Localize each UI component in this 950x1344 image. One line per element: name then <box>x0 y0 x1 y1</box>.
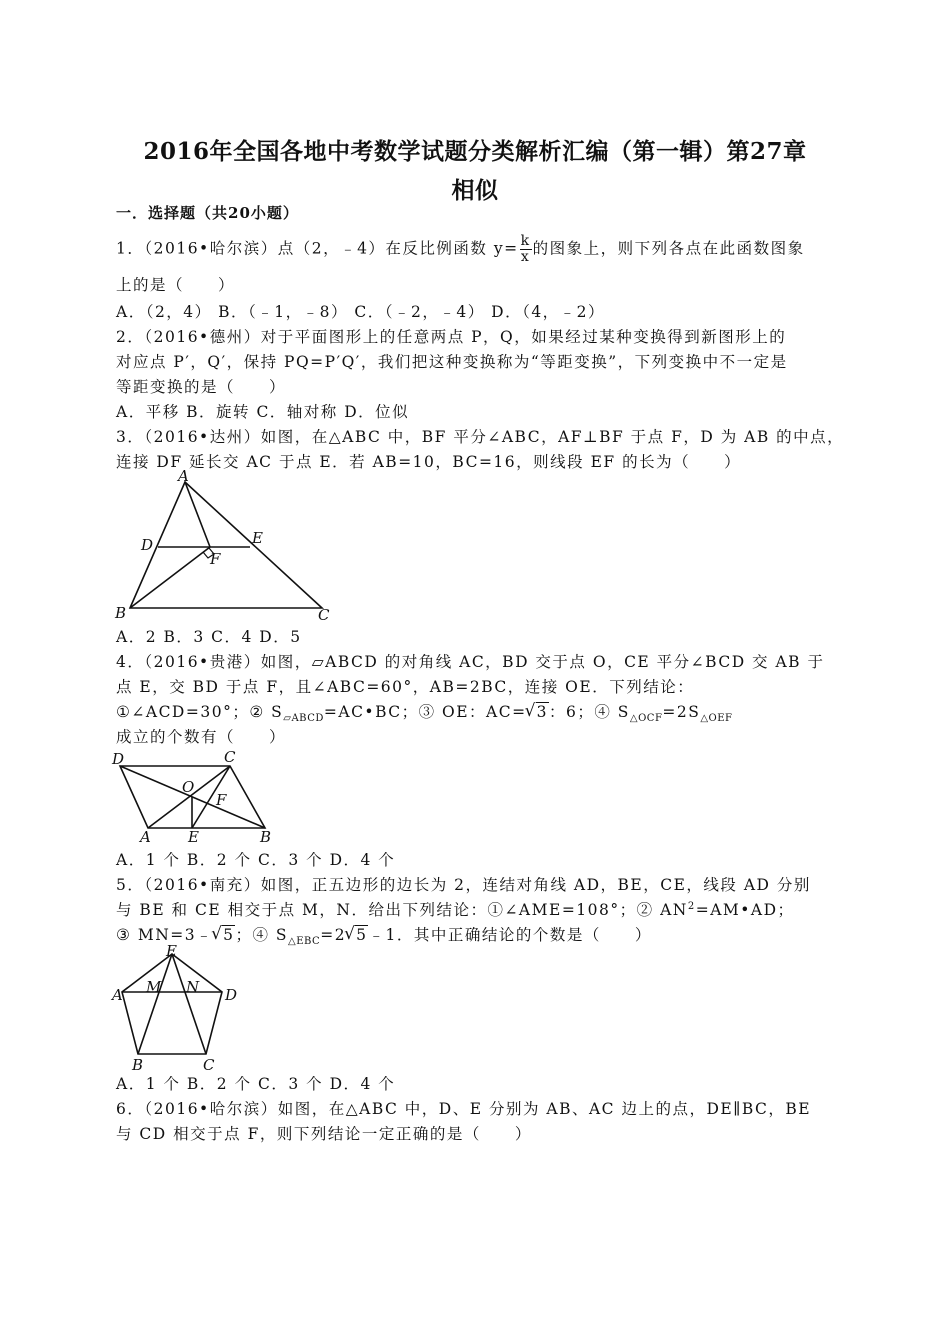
q2-options: A．平移 B．旋转 C．轴对称 D．位似 <box>116 403 410 421</box>
page-title: 2016年全国各地中考数学试题分类解析汇编（第一辑）第27章 <box>143 138 807 165</box>
q6-line1: 6．（2016•哈尔滨）如图，在△ABC 中，D、E 分别为 AB、AC 边上的点，DE∥BC，BE <box>116 1100 812 1118</box>
q3-line1: 3．（2016•达州）如图，在△ABC 中，BF 平分∠ABC，AF⊥BF 于点 F，D 为 AB 的中点， <box>116 428 845 446</box>
q2-line1: 2．（2016•德州）对于平面图形上的任意两点 P，Q，如果经过某种变换得到新图形上的 <box>116 328 787 346</box>
fraction-k-over-x: $\frac{k}{x}$ <box>520 233 531 265</box>
label-c: C <box>203 1056 215 1074</box>
label-n: N <box>186 978 200 996</box>
q1-options: A．（2，4） B．（﹣1，﹣8） C．（﹣2，﹣4） D．（4，﹣2） <box>116 303 606 321</box>
label-f: F <box>210 550 221 568</box>
label-e: E <box>166 942 177 960</box>
q4-line2: 点 E，交 BD 于点 F，且∠ABC=60°，AB=2BC，连接 OE．下列结论： <box>116 678 695 696</box>
q3-options: A．2 B．3 C．4 D．5 <box>116 628 302 646</box>
page-subtitle: 相似 <box>451 177 499 204</box>
label-a: A <box>140 828 151 846</box>
q5-line3: ③ MN=3﹣√ 5；④ $S_{\triangle EBC}=2√$ 5﹣1．其中正确结论的个数是（ ） <box>116 923 846 947</box>
q2-line3: 等距变换的是（ ） <box>116 378 287 396</box>
label-m: M <box>146 978 162 996</box>
label-d: D <box>112 750 125 768</box>
q3-line2: 连接 DF 延长交 AC 于点 E．若 AB=10，BC=16，则线段 EF 的长为（ ） <box>116 453 742 471</box>
label-o: O <box>182 778 195 796</box>
label-b: B <box>115 604 127 622</box>
q4-options: A．1 个 B．2 个 C．3 个 D．4 个 <box>116 851 396 869</box>
regular-pentagon <box>122 954 222 1054</box>
label-c: C <box>224 748 236 766</box>
label-e: E <box>252 529 263 547</box>
label-d: D <box>141 536 154 554</box>
q4-line4: 成立的个数有（ ） <box>116 728 287 746</box>
diagonal-be <box>138 954 172 1054</box>
q3-triangle-figure <box>110 467 340 624</box>
q4-line1: 4．（2016•贵港）如图，▱ABCD 的对角线 AC，BD 交于点 O，CE 平分∠BCD 交 AB 于 <box>116 653 825 671</box>
q5-pentagon-figure <box>110 944 250 1074</box>
label-b: B <box>260 828 272 846</box>
q5-options: A．1 个 B．2 个 C．3 个 D．4 个 <box>116 1075 396 1093</box>
q5-line2: 与 BE 和 CE 相交于点 M，N．给出下列结论：①∠AME=108°；② $AN^2=AM•AD$； <box>116 900 795 919</box>
q1-line1: 1．（2016•哈尔滨）点（2，﹣4）在反比例函数 y= $\frac{k}{x}$ 的图象上，则下列各点在此函数图象 <box>116 233 805 265</box>
section-heading: 一．选择题（共20小题） <box>116 204 299 222</box>
label-a: A <box>178 467 189 485</box>
label-e: E <box>188 828 199 846</box>
label-a: A <box>112 986 123 1004</box>
label-c: C <box>318 606 330 624</box>
label-d: D <box>225 986 238 1004</box>
label-b: B <box>132 1056 144 1074</box>
q6-line2: 与 CD 相交于点 F，则下列结论一定正确的是（ ） <box>116 1125 532 1143</box>
sqrt-3: √ 3 <box>527 703 549 721</box>
segment-af <box>185 482 210 547</box>
q4-line3: ①∠ACD=30°；② $S_{▱ABCD}=AC•BC$；③ OE：AC=√ 3：6；④ $S_{\triangle OCF}=2S_{\triangle OEF}$ <box>116 700 846 724</box>
sqrt-5: √ 5 <box>346 926 368 944</box>
q1-line2: 上的是（ ） <box>116 276 236 294</box>
q4-parallelogram-figure <box>110 748 280 848</box>
diagonal-ce <box>172 954 206 1054</box>
triangle-abc <box>130 482 322 608</box>
q5-line1: 5．（2016•南充）如图，正五边形的边长为 2，连结对角线 AD，BE，CE，线段 AD 分别 <box>116 876 811 894</box>
segment-bf <box>130 547 210 608</box>
q2-line2: 对应点 P′，Q′，保持 PQ=P′Q′，我们把这种变换称为“等距变换”，下列变换中不一定是 <box>116 353 788 371</box>
sqrt-5: √ 5 <box>213 926 235 944</box>
label-f: F <box>216 791 227 809</box>
